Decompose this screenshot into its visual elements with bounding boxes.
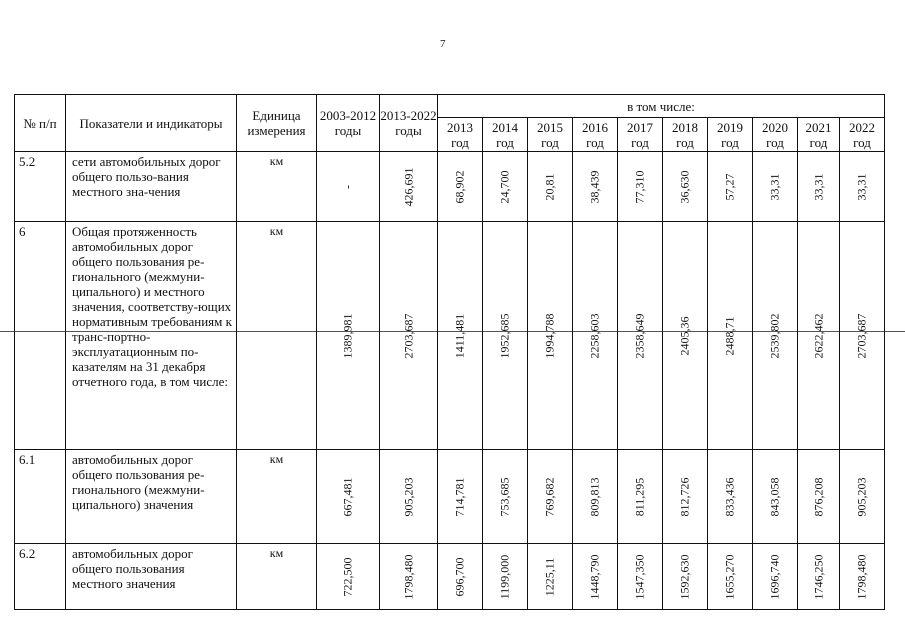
header-year-2016 — [573, 118, 618, 152]
value-2003-2012 — [317, 544, 380, 610]
year-label: 2020 — [762, 119, 788, 135]
page-number: 7 — [440, 38, 446, 50]
indicators-table — [14, 94, 885, 610]
header-year-2013 — [438, 118, 483, 152]
header-year-2022 — [840, 118, 885, 152]
value-2017 — [618, 222, 663, 450]
value-2014 — [483, 152, 528, 222]
value-2021 — [798, 450, 840, 544]
period2-suffix: годы — [395, 123, 422, 138]
header-period-2003-2012 — [317, 95, 380, 152]
value-text: 809,813 — [587, 477, 602, 516]
year-suffix: год — [809, 134, 828, 150]
value-2018 — [663, 222, 708, 450]
value-2019 — [708, 544, 753, 610]
value-2015 — [528, 544, 573, 610]
value-text: 38,439 — [587, 170, 602, 203]
header-year-2017 — [618, 118, 663, 152]
value-2013 — [438, 152, 483, 222]
value-2019 — [708, 450, 753, 544]
value-2013-2022 — [380, 450, 438, 544]
value-text: 2358,649 — [632, 313, 647, 358]
value-text: 2703,687 — [854, 313, 869, 358]
year-label: 2017 — [627, 119, 653, 135]
period1-range: 2003-2012 — [319, 108, 377, 123]
year-label: 2018 — [672, 119, 698, 135]
value-text: 1448,790 — [587, 554, 602, 599]
header-year-2020 — [753, 118, 798, 152]
value-2015 — [528, 222, 573, 450]
row-indicator: Общая протяженность автомобильных дорог общего пользования ре-гионального (межмуни-ципального) и местного значения, соответству-ющих нормативным требованиям к транс-портно-эксплуатационным по-казателям на 31 декабря отчетного года, в том числе: — [66, 222, 237, 450]
row-indicator: автомобильных дорог общего пользования местного значения — [66, 544, 237, 610]
table-row — [15, 222, 885, 450]
value-text: 2258,603 — [587, 313, 602, 358]
value-2022 — [840, 450, 885, 544]
value-text: 769,682 — [542, 477, 557, 516]
value-2020 — [753, 544, 798, 610]
value-text: 33,31 — [767, 173, 782, 200]
value-2016 — [573, 222, 618, 450]
value-2016 — [573, 450, 618, 544]
row-indicator: сети автомобильных дорог общего пользо-вания местного зна-чения — [66, 152, 237, 222]
table-row — [15, 450, 885, 544]
value-text: 1389,981 — [340, 313, 355, 358]
value-text: - — [340, 184, 355, 189]
row-unit: км — [237, 450, 317, 544]
value-text: 1746,250 — [811, 554, 825, 599]
value-2013-2022 — [380, 544, 438, 610]
year-suffix: год — [451, 134, 469, 150]
value-2022 — [840, 222, 885, 450]
year-label: 2016 — [582, 119, 608, 135]
value-2017 — [618, 152, 663, 222]
value-2021 — [798, 544, 840, 610]
value-2003-2012 — [317, 152, 380, 222]
value-2020 — [753, 152, 798, 222]
period2-range: 2013-2022 — [380, 108, 437, 123]
period1-suffix: годы — [334, 123, 362, 138]
value-text: 1199,000 — [497, 554, 512, 599]
value-2014 — [483, 222, 528, 450]
header-including: в том числе: — [438, 95, 885, 118]
value-2019 — [708, 152, 753, 222]
value-text: 667,481 — [340, 477, 355, 516]
year-suffix: год — [631, 134, 649, 150]
value-text: 1952,685 — [497, 313, 512, 358]
header-year-2018 — [663, 118, 708, 152]
year-suffix: год — [676, 134, 694, 150]
value-text: 20,81 — [542, 173, 557, 200]
header-period-2013-2022 — [380, 95, 438, 152]
value-2015 — [528, 152, 573, 222]
value-text: 1655,270 — [722, 554, 737, 599]
year-label: 2015 — [537, 119, 563, 135]
year-suffix: год — [853, 134, 871, 150]
value-2018 — [663, 450, 708, 544]
year-suffix: год — [496, 134, 514, 150]
value-2013 — [438, 450, 483, 544]
header-num: № п/п — [15, 95, 66, 152]
value-2013-2022 — [380, 152, 438, 222]
header-row-1 — [15, 95, 885, 118]
table-row — [15, 544, 885, 610]
value-text: 811,295 — [632, 477, 647, 516]
value-text: 1798,480 — [401, 554, 415, 599]
value-text: 905,203 — [401, 477, 415, 516]
value-2013 — [438, 544, 483, 610]
value-2016 — [573, 152, 618, 222]
value-2014 — [483, 450, 528, 544]
value-2003-2012 — [317, 450, 380, 544]
value-2003-2012 — [317, 222, 380, 450]
value-text: 33,31 — [811, 173, 825, 200]
value-text: 1411,481 — [452, 313, 467, 358]
value-2013 — [438, 222, 483, 450]
value-2021 — [798, 222, 840, 450]
value-2020 — [753, 222, 798, 450]
value-text: 2488,71 — [722, 316, 737, 355]
value-2015 — [528, 450, 573, 544]
value-text: 426,691 — [401, 167, 415, 206]
value-2014 — [483, 544, 528, 610]
value-2017 — [618, 450, 663, 544]
value-text: 833,436 — [722, 477, 737, 516]
value-2019 — [708, 222, 753, 450]
row-number: 6 — [15, 222, 66, 450]
value-text: 1798,480 — [854, 554, 869, 599]
row-number: 6.2 — [15, 544, 66, 610]
year-suffix: год — [766, 134, 784, 150]
value-text: 714,781 — [452, 477, 467, 516]
value-text: 36,630 — [677, 170, 692, 203]
value-text: 1994,788 — [542, 313, 557, 358]
year-label: 2021 — [805, 119, 832, 135]
value-text: 1547,350 — [632, 554, 647, 599]
value-text: 812,726 — [677, 477, 692, 516]
value-text: 696,700 — [452, 557, 467, 596]
year-label: 2022 — [849, 119, 875, 135]
value-text: 2539,802 — [767, 313, 782, 358]
value-text: 2622,462 — [811, 313, 825, 358]
value-2017 — [618, 544, 663, 610]
value-2018 — [663, 152, 708, 222]
value-text: 24,700 — [497, 170, 512, 203]
year-suffix: год — [586, 134, 604, 150]
value-text: 1225,11 — [542, 557, 557, 596]
table-row — [15, 152, 885, 222]
row-indicator: автомобильных дорог общего пользования ре-гионального (межмуни-ципального) значения — [66, 450, 237, 544]
row-unit: км — [237, 544, 317, 610]
value-text: 77,310 — [632, 170, 647, 203]
row-number: 5.2 — [15, 152, 66, 222]
value-2013-2022 — [380, 222, 438, 450]
header-year-2019 — [708, 118, 753, 152]
value-text: 753,685 — [497, 477, 512, 516]
year-suffix: год — [541, 134, 559, 150]
value-text: 57,27 — [722, 173, 737, 200]
value-text: 1592,630 — [677, 554, 692, 599]
value-2020 — [753, 450, 798, 544]
value-text: 905,203 — [854, 477, 869, 516]
value-text: 1696,740 — [767, 554, 782, 599]
value-text: 68,902 — [452, 170, 467, 203]
value-2022 — [840, 544, 885, 610]
value-text: 722,500 — [340, 557, 355, 596]
value-2022 — [840, 152, 885, 222]
header-year-2015 — [528, 118, 573, 152]
row-unit: км — [237, 152, 317, 222]
year-label: 2013 — [447, 119, 473, 135]
row-unit: км — [237, 222, 317, 450]
year-label: 2019 — [717, 119, 743, 135]
value-2021 — [798, 152, 840, 222]
header-unit: Единица измерения — [237, 95, 317, 152]
value-text: 33,31 — [854, 173, 869, 200]
year-suffix: год — [721, 134, 739, 150]
year-label: 2014 — [492, 119, 518, 135]
value-text: 2703,687 — [401, 313, 415, 358]
value-text: 2405,36 — [677, 316, 692, 355]
row-number: 6.1 — [15, 450, 66, 544]
header-year-2021 — [798, 118, 840, 152]
value-2018 — [663, 544, 708, 610]
header-year-2014 — [483, 118, 528, 152]
value-text: 876,208 — [811, 477, 825, 516]
value-2016 — [573, 544, 618, 610]
header-indicator: Показатели и индикаторы — [66, 95, 237, 152]
value-text: 843,058 — [767, 477, 782, 516]
